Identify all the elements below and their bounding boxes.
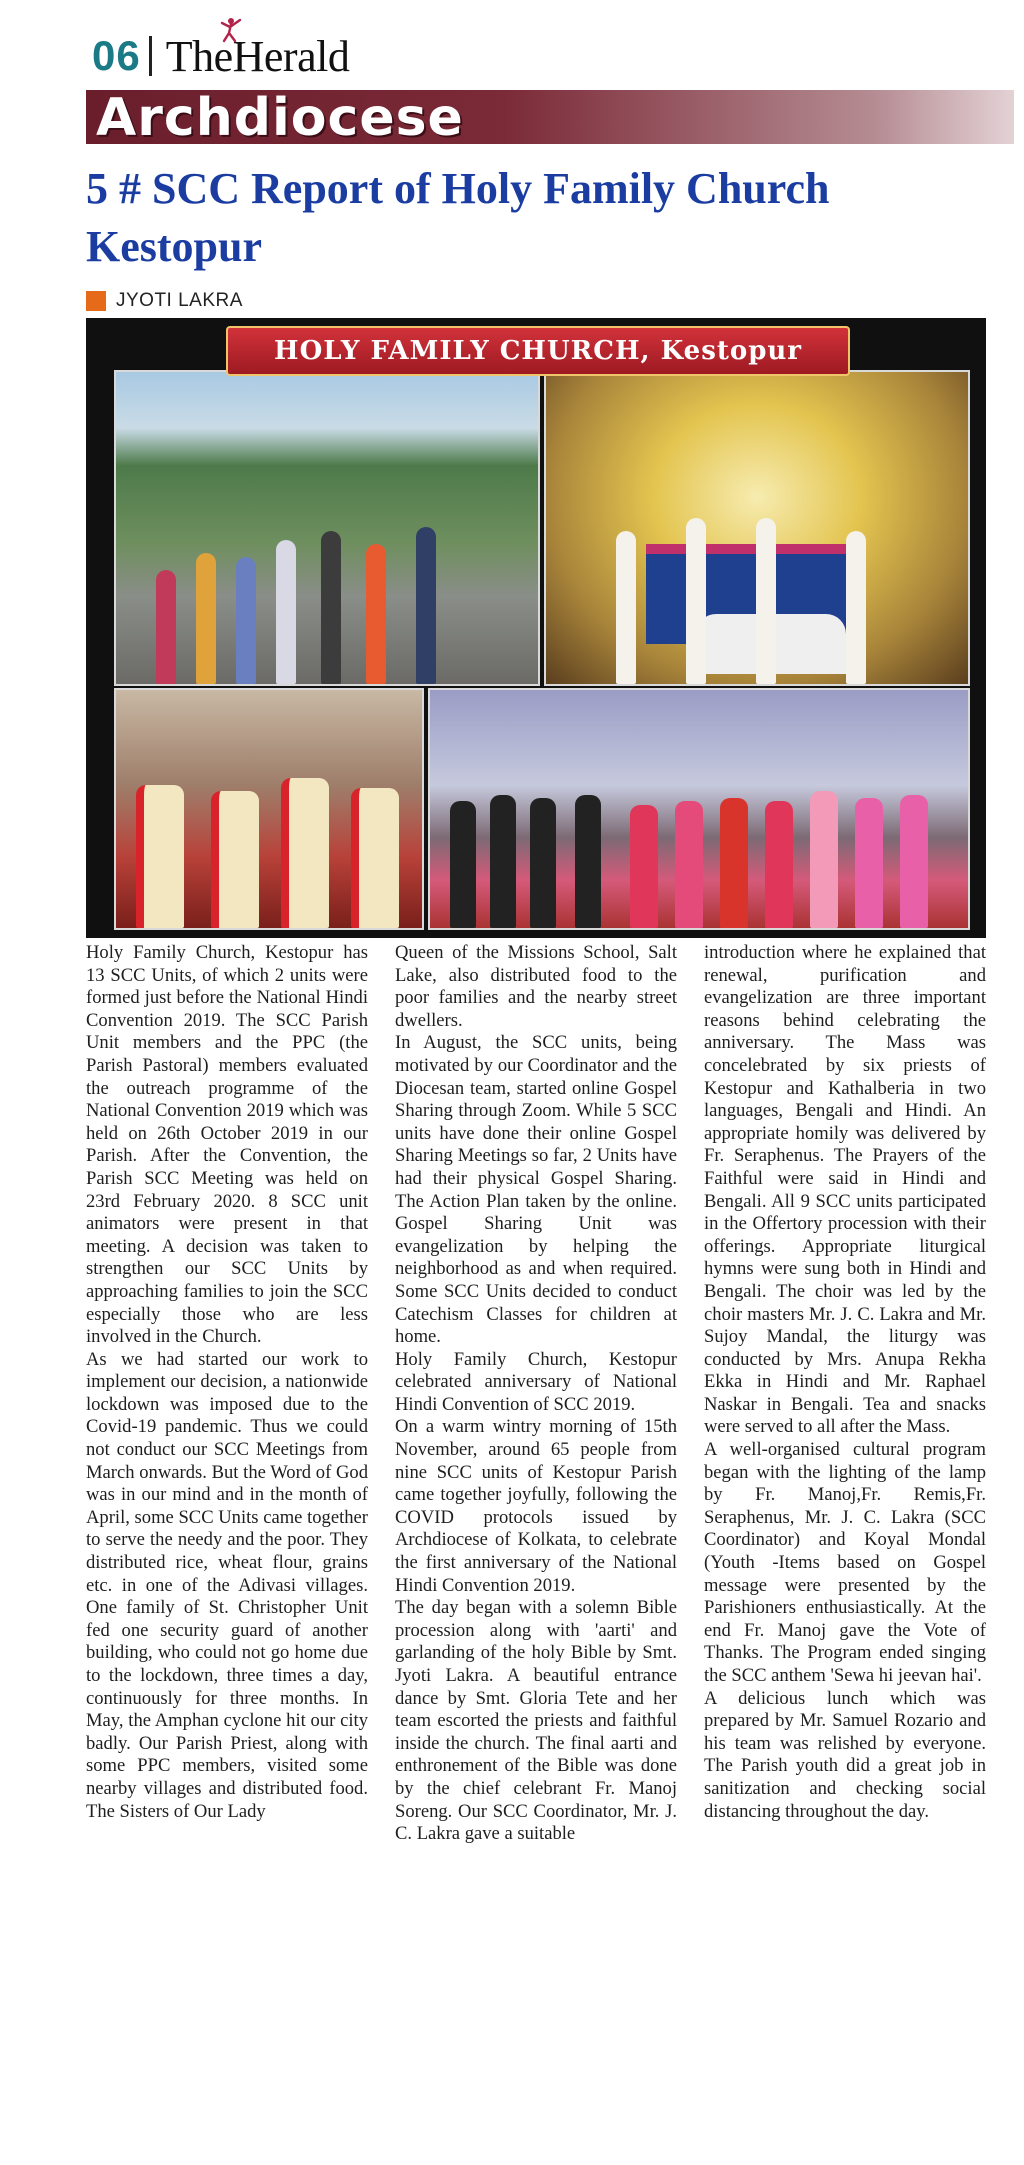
paragraph: A delicious lunch which was prepared by Mr. Samuel Rozario and his team was relished by everyone. The Parish youth did a great job in sanitization and checking social distancing throughout the day. [704, 1687, 986, 1822]
byline [86, 290, 243, 312]
masthead-divider [149, 36, 152, 76]
photo-altar-mass [544, 370, 970, 686]
column-1 [86, 942, 368, 2152]
paragraph: Queen of the Missions School, Salt Lake, also distributed food to the poor families and the nearby street dwellers. [395, 942, 677, 1031]
photo-banner [226, 326, 850, 376]
dancer-figures [116, 761, 422, 928]
paragraph: Holy Family Church, Kestopur has 13 SCC Units, of which 2 units were formed just before the National Hindi Convention 2019. The SCC Parish Unit members and the PPC (the Parish Pastoral) members evaluated the outreach programme of the National Convention 2019 which was held on 26th October 2019 in our Parish. After the Convention, the Parish SCC Meeting was held on 23rd February 2020. 8 SCC unit animators were present in that meeting. A decision was taken to strengthen our SCC Units by approaching families to join the SCC especially those who are less involved in the Church. [86, 942, 368, 1348]
choir-figures [430, 761, 968, 928]
procession-figures [116, 466, 538, 684]
altar-figures [546, 466, 968, 684]
photo-banner-text: HOLY FAMILY CHURCH, Kestopur [274, 336, 802, 366]
article-body [86, 942, 986, 2152]
photo-procession [114, 370, 540, 686]
photo-collage [86, 318, 986, 938]
paragraph: In August, the SCC units, being motivated by our Coordinator and the Diocesan team, started online Gospel Sharing through Zoom. While 5 SCC units have done their online Gospel Sharing Meetings so far, 2 Units have had their physical Gospel Sharing. The Action Plan taken by the online. Gospel Sharing Unit was evangelization by helping the neighborhood as and when required. Some SCC Units decided to conduct Catechism Classes for children at home. [395, 1032, 677, 1348]
page-number: 06 [92, 32, 141, 79]
paragraph: A well-organised cultural program began with the lighting of the lamp by Fr. Manoj,Fr. Remis,Fr. Seraphenus, Mr. J. C. Lakra (SCC Coordinator) and Koyal Mondal (Youth -Items based on Gospel message were presented by the Parishioners enthusiastically. At the end Fr. Manoj gave the Vote of Thanks. The Program ended singing the SCC anthem 'Sewa hi jeevan hai'. [704, 1439, 986, 1686]
newspaper-name-text: TheHerald [165, 31, 350, 81]
masthead [92, 28, 349, 84]
byline-author: JYOTI LAKRA [116, 290, 243, 311]
section-band [86, 88, 1014, 148]
paragraph: introduction where he explained that renewal, purification and evangelization are three important reasons behind celebrating the anniversary. The Mass was concelebrated by six priests of Kestopur and Kathalberia in two languages, Bengali and Hindi. An appropriate homily was delivered by Fr. Seraphenus. The Prayers of the Faithful were said in Hindi and Bengali. All 9 SCC units participated in the Offertory procession with their offerings. Appropriate liturgical hymns were sung both in Hindi and Bengali. The choir was led by the choir masters Mr. J. C. Lakra and Mr. Sujoy Mandal, the liturgy was conducted by Mrs. Anupa Rekha Ekka in Hindi and Mr. Raphael Naskar in Bengali. Tea and snacks were served to all after the Mass. [704, 942, 986, 1438]
byline-marker [86, 291, 106, 311]
column-3 [704, 942, 986, 2152]
newspaper-name [166, 31, 350, 82]
paragraph: As we had started our work to implement our decision, a nationwide lockdown was imposed due to the Covid-19 pandemic. Thus we could not conduct our SCC Meetings from March onwards. But the Word of God was in our mind and in the month of April, some SCC Units came together to serve the needy and the poor. They distributed rice, wheat flour, grains etc. in one of the Adivasi villages. One family of St. Christopher Unit fed one security guard of another building, who could not go home due to the lockdown, three times a day, continuously for three months. In May, the Amphan cyclone hit our city badly. Our Parish Priest, along with some PPC members, visited some nearby villages and distributed food. The Sisters of Our Lady [86, 1348, 368, 1822]
article-headline: 5 # SCC Report of Holy Family Church Kestopur [86, 164, 830, 271]
paragraph: On a warm wintry morning of 15th November, around 65 people from nine SCC units of Kestopur Parish came together joyfully, following the COVID protocols issued by Archdiocese of Kolkata, to celebrate the first anniversary of the National Hindi Convention 2019. [395, 1416, 677, 1596]
paragraph: Holy Family Church, Kestopur celebrated anniversary of National Hindi Convention of SCC 2019. [395, 1348, 677, 1415]
dancer-logo-icon [220, 17, 242, 43]
paragraph: The day began with a solemn Bible procession along with 'aarti' and garlanding of the holy Bible by Smt. Jyoti Lakra. A beautiful entrance dance by Smt. Gloria Tete and her team escorted the priests and faithful inside the church. The final aarti and enthronement of the Bible was done by the chief celebrant Fr. Manoj Soreng. Our SCC Coordinator, Mr. J. C. Lakra gave a suitable [395, 1597, 677, 1845]
photo-choir [428, 688, 970, 930]
column-2 [395, 942, 677, 2152]
photo-entrance-dance [114, 688, 424, 930]
section-title: Archdiocese [96, 88, 464, 148]
